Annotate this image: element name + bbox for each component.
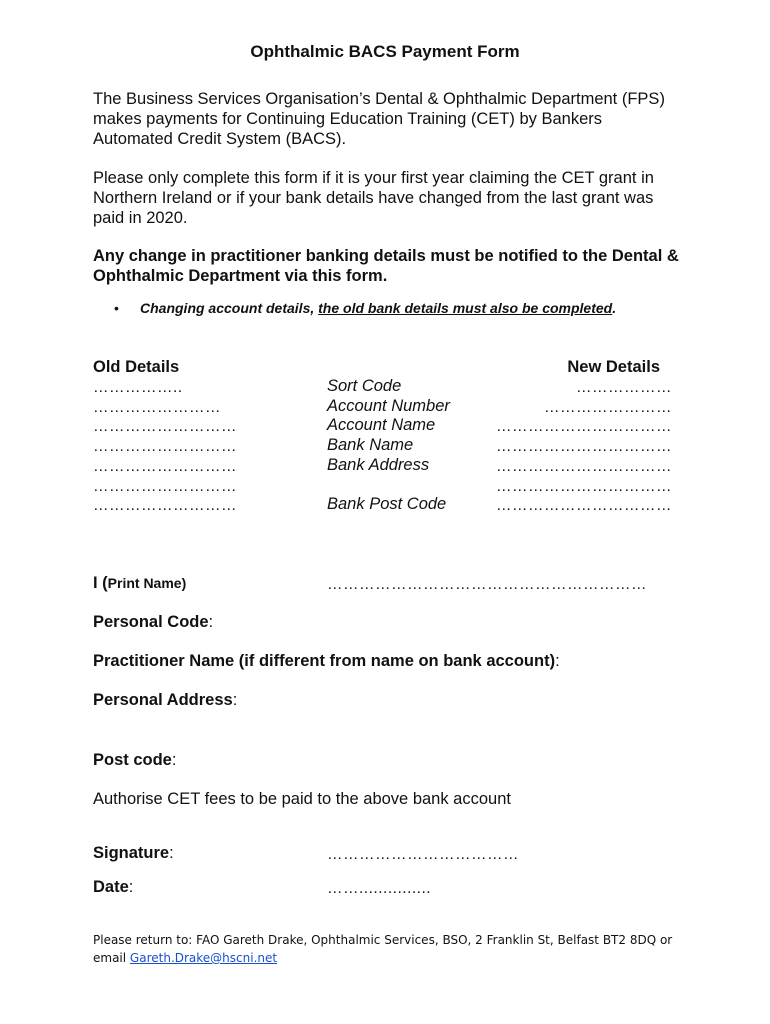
bullet-instruction [140, 300, 616, 316]
bullet-separator: , [310, 300, 319, 316]
old-details-header: Old Details [93, 358, 180, 376]
authorise-text: Authorise CET fees to be paid to the above bank account [93, 790, 511, 808]
colon: : [555, 652, 560, 670]
new-bank-name-field[interactable]: …………………………… [496, 438, 672, 455]
old-account-number-field[interactable]: …………………… [93, 399, 221, 416]
old-bank-name-field[interactable]: ……………………… [93, 438, 237, 455]
personal-code-row [93, 613, 213, 632]
print-name-field[interactable]: …………………………………………………… [327, 576, 647, 593]
old-bank-address-line-2[interactable]: ……………………… [93, 478, 237, 495]
email-prefix: email [93, 951, 130, 965]
colon: : [208, 613, 214, 631]
post-code-row [93, 751, 176, 770]
return-text: Please return to: FAO Gareth Drake, Ophthalmic Services, BSO, 2 Franklin St, Belfast BT2 8DQ or [93, 933, 673, 947]
new-bank-address-field[interactable]: …………………………… [496, 458, 672, 475]
intro-paragraph-1: The Business Services Organisation’s Dental & Ophthalmic Department (FPS) makes payments for Continuing Education Training (CET) by Bankers Automated Credit System (BACS). [93, 90, 665, 148]
i-label: I ( [93, 574, 108, 592]
bullet-end: . [612, 300, 617, 316]
bullet-lead: Changing account details [140, 300, 311, 316]
print-name-label [93, 574, 186, 593]
date-row [93, 878, 133, 897]
bank-address-label: Bank Address [327, 456, 430, 474]
email-link[interactable]: Gareth.Drake@hscni.net [129, 951, 278, 965]
intro-paragraph-2: Please only complete this form if it is your first year claiming the CET grant in Northern Ireland or if your bank details have changed from the last grant was paid in 2020. [93, 169, 654, 227]
new-account-name-field[interactable]: …………………………… [496, 418, 672, 435]
sort-code-label: Sort Code [327, 377, 402, 395]
new-bank-address-line-2[interactable]: …………………………… [496, 478, 672, 495]
new-bank-post-code-field[interactable]: …………………………… [496, 497, 672, 514]
colon: : [171, 751, 177, 769]
old-account-name-field[interactable]: ……………………… [93, 418, 237, 435]
date-label: Date [93, 878, 129, 896]
new-sort-code-field[interactable]: ……………… [576, 379, 672, 396]
print-name-text: Print Name) [107, 575, 187, 591]
practitioner-name-row [93, 652, 560, 671]
bullet-marker: • [114, 300, 119, 316]
personal-code-label: Personal Code [93, 613, 209, 631]
old-bank-post-code-field[interactable]: ……………………… [93, 497, 237, 514]
old-sort-code-field[interactable]: …………….. [93, 379, 183, 396]
old-bank-address-field[interactable]: ……………………… [93, 458, 237, 475]
signature-field[interactable]: ……………………………… [327, 846, 519, 863]
personal-address-label: Personal Address [93, 691, 233, 709]
personal-address-row [93, 691, 237, 710]
date-field[interactable]: ……............... [327, 880, 432, 897]
page-title: Ophthalmic BACS Payment Form [250, 42, 520, 61]
bank-post-code-label: Bank Post Code [327, 495, 447, 513]
colon: : [128, 878, 134, 896]
notice-paragraph: Any change in practitioner banking details must be notified to the Dental & Ophthalmic Department via this form. [93, 247, 679, 285]
new-details-header: New Details [567, 358, 660, 376]
post-code-label: Post code [93, 751, 172, 769]
colon: : [169, 844, 174, 862]
practitioner-name-label: Practitioner Name (if different from name on bank account) [93, 652, 556, 670]
return-instructions [93, 931, 693, 967]
signature-row [93, 844, 174, 863]
new-account-number-field[interactable]: …………………… [544, 399, 672, 416]
colon: : [232, 691, 238, 709]
bullet-underlined: the old bank details must also be completed [318, 300, 613, 316]
account-number-label: Account Number [327, 397, 450, 415]
bank-name-label: Bank Name [327, 436, 414, 454]
signature-label: Signature [93, 844, 170, 862]
account-name-label: Account Name [327, 416, 436, 434]
